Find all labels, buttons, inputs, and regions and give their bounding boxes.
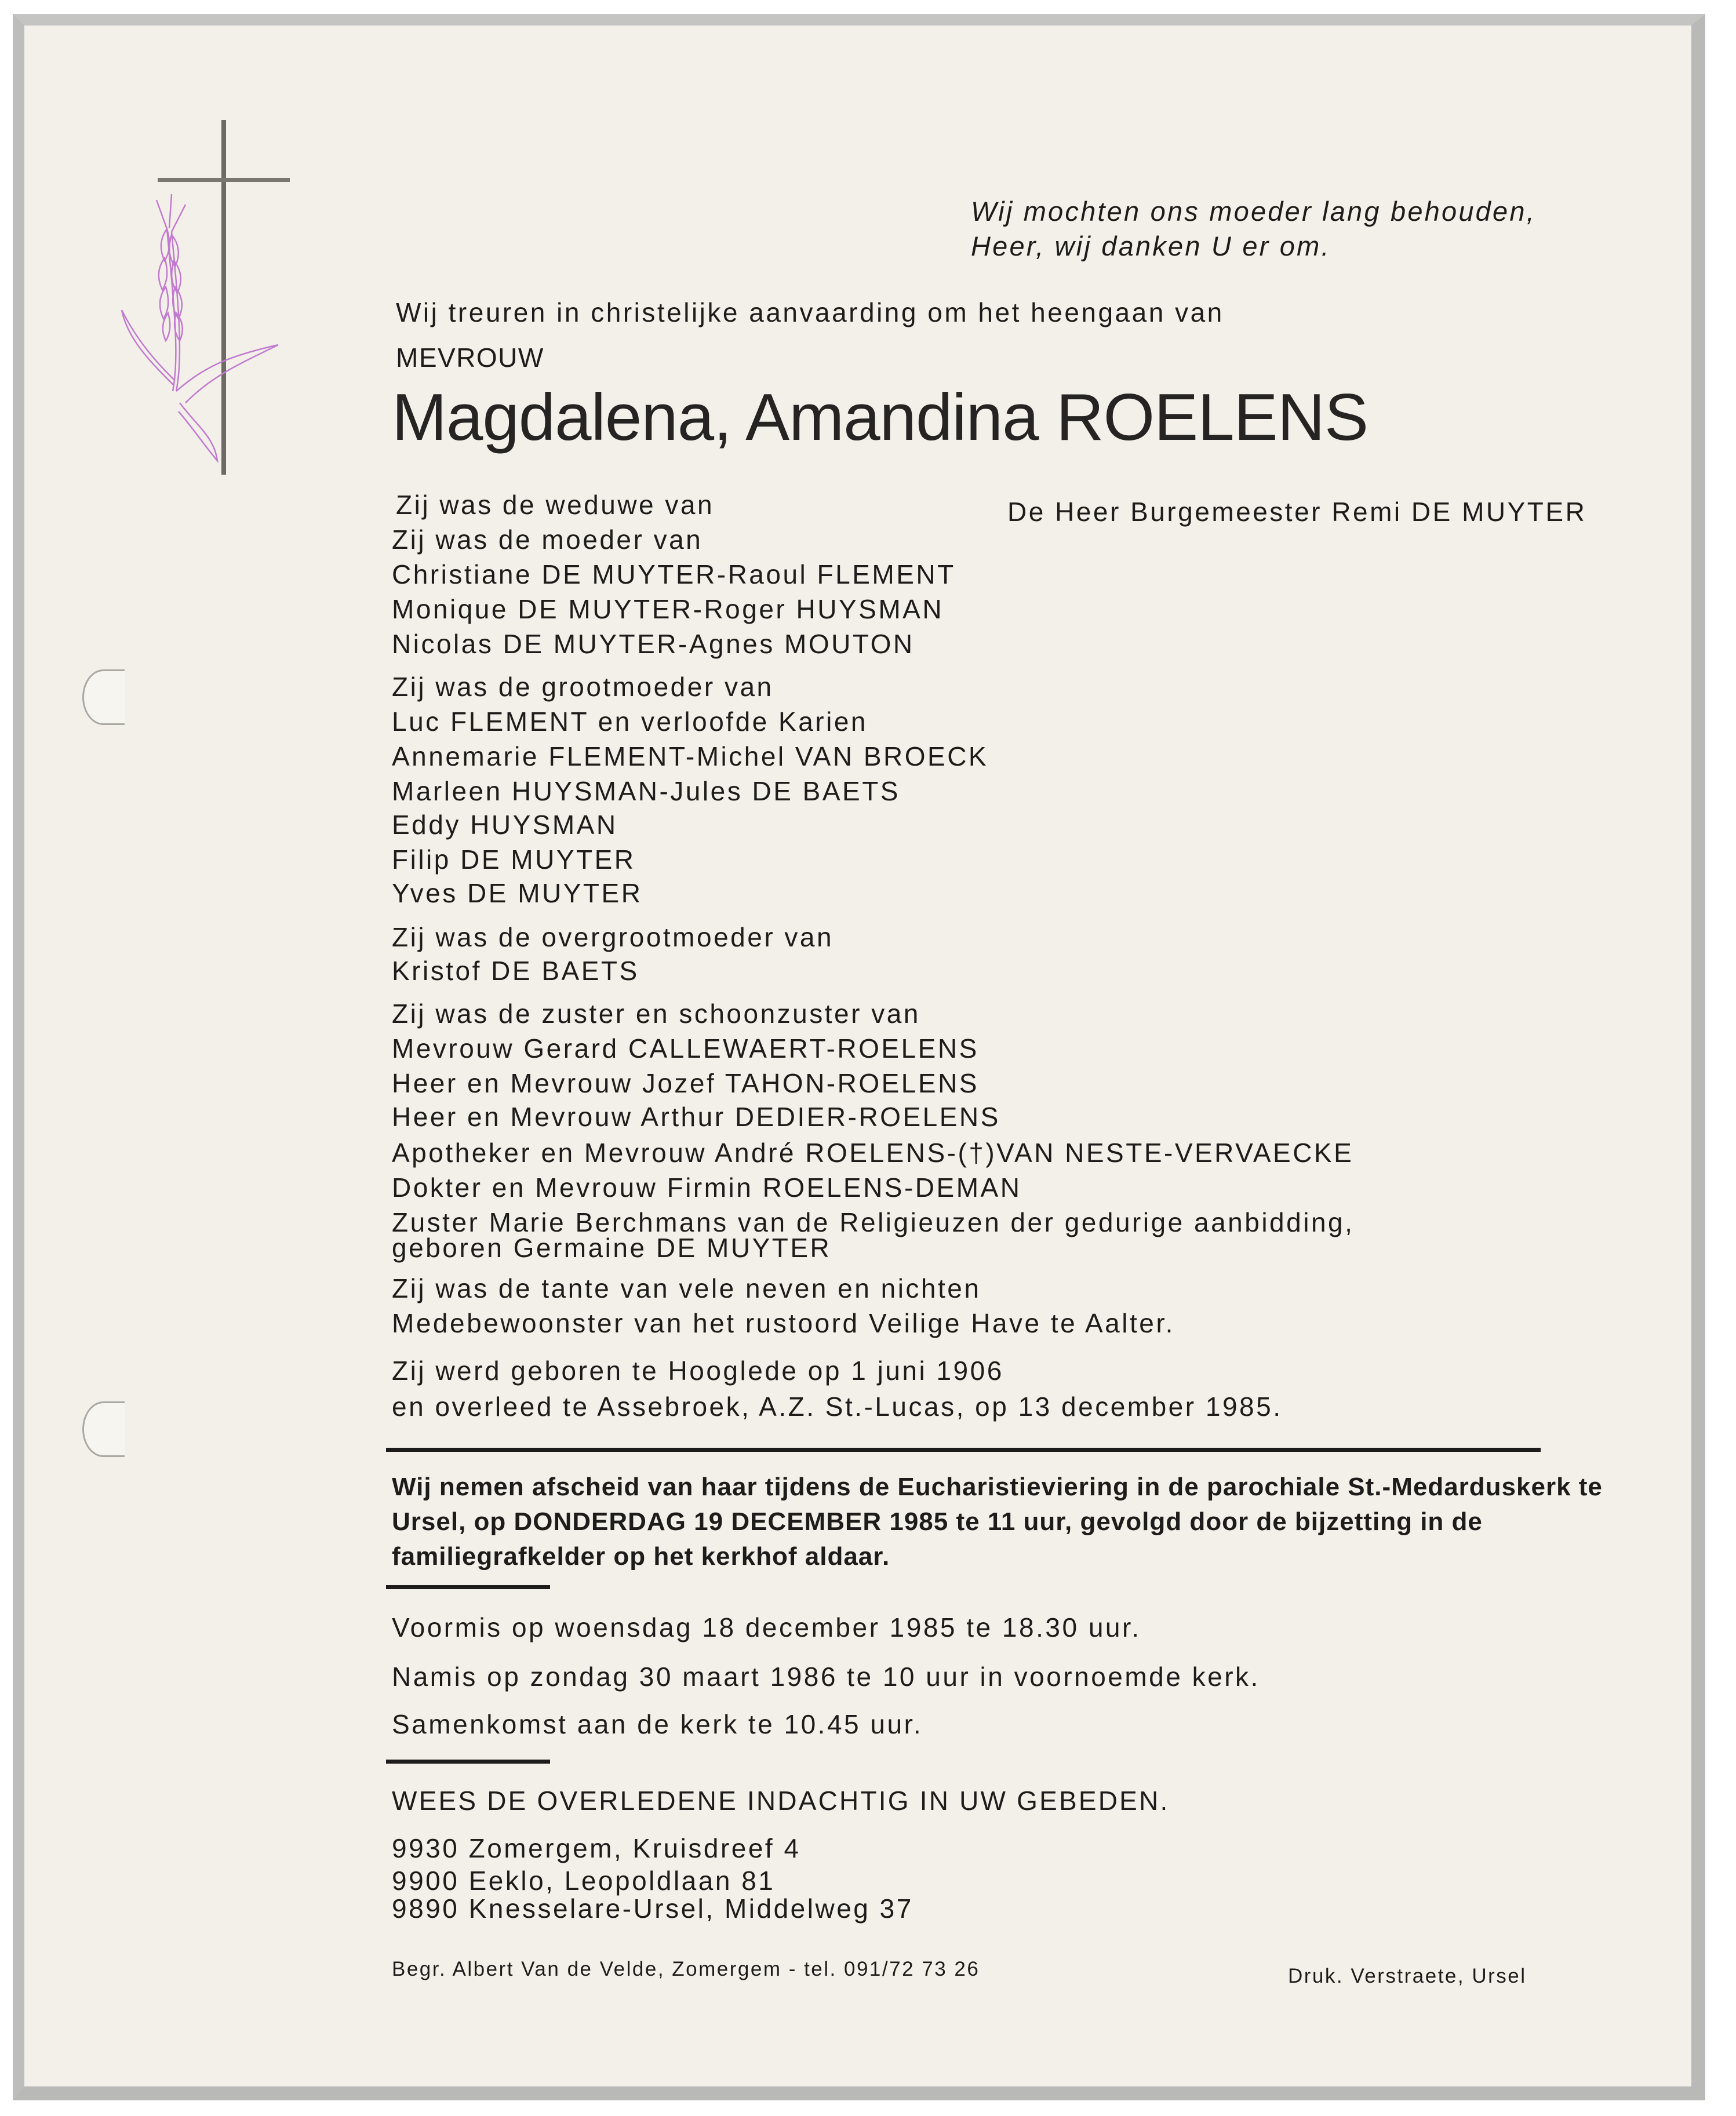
family-line: Heer en Mevrouw Arthur DEDIER-ROELENS [392, 1102, 1000, 1132]
service-line: Namis op zondag 30 maart 1986 te 10 uur in voornoemde kerk. [392, 1662, 1260, 1692]
family-line: Zij was de grootmoeder van [392, 672, 774, 702]
punch-hole-top [82, 669, 125, 725]
family-line: Nicolas DE MUYTER-Agnes MOUTON [392, 629, 915, 659]
divider-long [386, 1448, 1541, 1452]
address-line: 9930 Zomergem, Kruisdreef 4 [392, 1833, 801, 1863]
ceremony-notice: Wij nemen afscheid van haar tijdens de Eucharistieviering in de parochiale St.-Medarduskerk te Ursel, op DONDERDAG 19 DECEMBER 1985 te 11 uur, gevolgd door de bijzetting in de familiegrafkelder op het kerkhof aldaar. [392, 1473, 1603, 1571]
family-line: Zij was de tante van vele neven en nichten [392, 1273, 981, 1303]
family-line: Filip DE MUYTER [392, 844, 636, 875]
family-line: Yves DE MUYTER [392, 878, 643, 908]
service-line: Voormis op woensdag 18 december 1985 te 18.30 uur. [392, 1612, 1141, 1642]
divider-short [386, 1760, 550, 1764]
motto-line-1: Wij mochten ons moeder lang behouden, [971, 196, 1536, 227]
family-line: Kristof DE BAETS [392, 956, 639, 986]
spouse-name: De Heer Burgemeester Remi DE MUYTER [1007, 497, 1587, 527]
family-line: Zuster Marie Berchmans van de Religieuzen der gedurige aanbidding, [392, 1207, 1355, 1237]
divider-short [386, 1585, 550, 1589]
motto-line-2: Heer, wij danken U er om. [971, 231, 1331, 261]
birth-line: Zij werd geboren te Hooglede op 1 juni 1906 [392, 1356, 1004, 1386]
spouse-label: Zij was de weduwe van [396, 490, 715, 520]
family-line: Mevrouw Gerard CALLEWAERT-ROELENS [392, 1033, 979, 1064]
service-line: Samenkomst aan de kerk te 10.45 uur. [392, 1709, 923, 1739]
death-line: en overleed te Assebroek, A.Z. St.-Lucas, op 13 december 1985. [392, 1392, 1283, 1422]
family-line: Luc FLEMENT en verloofde Karien [392, 706, 868, 737]
intro-text: Wij treuren in christelijke aanvaarding om het heengaan van [396, 297, 1224, 327]
family-line: Marleen HUYSMAN-Jules DE BAETS [392, 776, 900, 806]
family-line: Christiane DE MUYTER-Raoul FLEMENT [392, 559, 956, 589]
family-line: Dokter en Mevrouw Firmin ROELENS-DEMAN [392, 1172, 1022, 1203]
family-line: Monique DE MUYTER-Roger HUYSMAN [392, 594, 944, 624]
family-line: Eddy HUYSMAN [392, 810, 618, 840]
family-line: geboren Germaine DE MUYTER [392, 1233, 832, 1263]
family-line: Zij was de moeder van [392, 525, 703, 555]
family-line: Zij was de zuster en schoonzuster van [392, 999, 920, 1029]
punch-hole-bottom [82, 1401, 125, 1457]
deceased-name: Magdalena, Amandina ROELENS [392, 381, 1369, 454]
remembrance-text: WEES DE OVERLEDENE INDACHTIG IN UW GEBEDEN. [392, 1786, 1170, 1816]
undertaker-credit: Begr. Albert Van de Velde, Zomergem - tel. 091/72 73 26 [392, 1958, 980, 1980]
cross-with-wheat-icon [116, 113, 301, 484]
family-line: Annemarie FLEMENT-Michel VAN BROECK [392, 741, 989, 771]
address-line: 9900 Eeklo, Leopoldlaan 81 [392, 1866, 776, 1896]
family-line: Medebewoonster van het rustoord Veilige Have te Aalter. [392, 1308, 1175, 1338]
address-line: 9890 Knesselare-Ursel, Middelweg 37 [392, 1893, 914, 1924]
family-line: Apotheker en Mevrouw André ROELENS-(†)VAN NESTE-VERVAECKE [392, 1138, 1354, 1168]
honorific: MEVROUW [396, 343, 544, 373]
family-line: Heer en Mevrouw Jozef TAHON-ROELENS [392, 1068, 979, 1098]
printer-credit: Druk. Verstraete, Ursel [1288, 1965, 1527, 1987]
family-line: Zij was de overgrootmoeder van [392, 922, 834, 952]
